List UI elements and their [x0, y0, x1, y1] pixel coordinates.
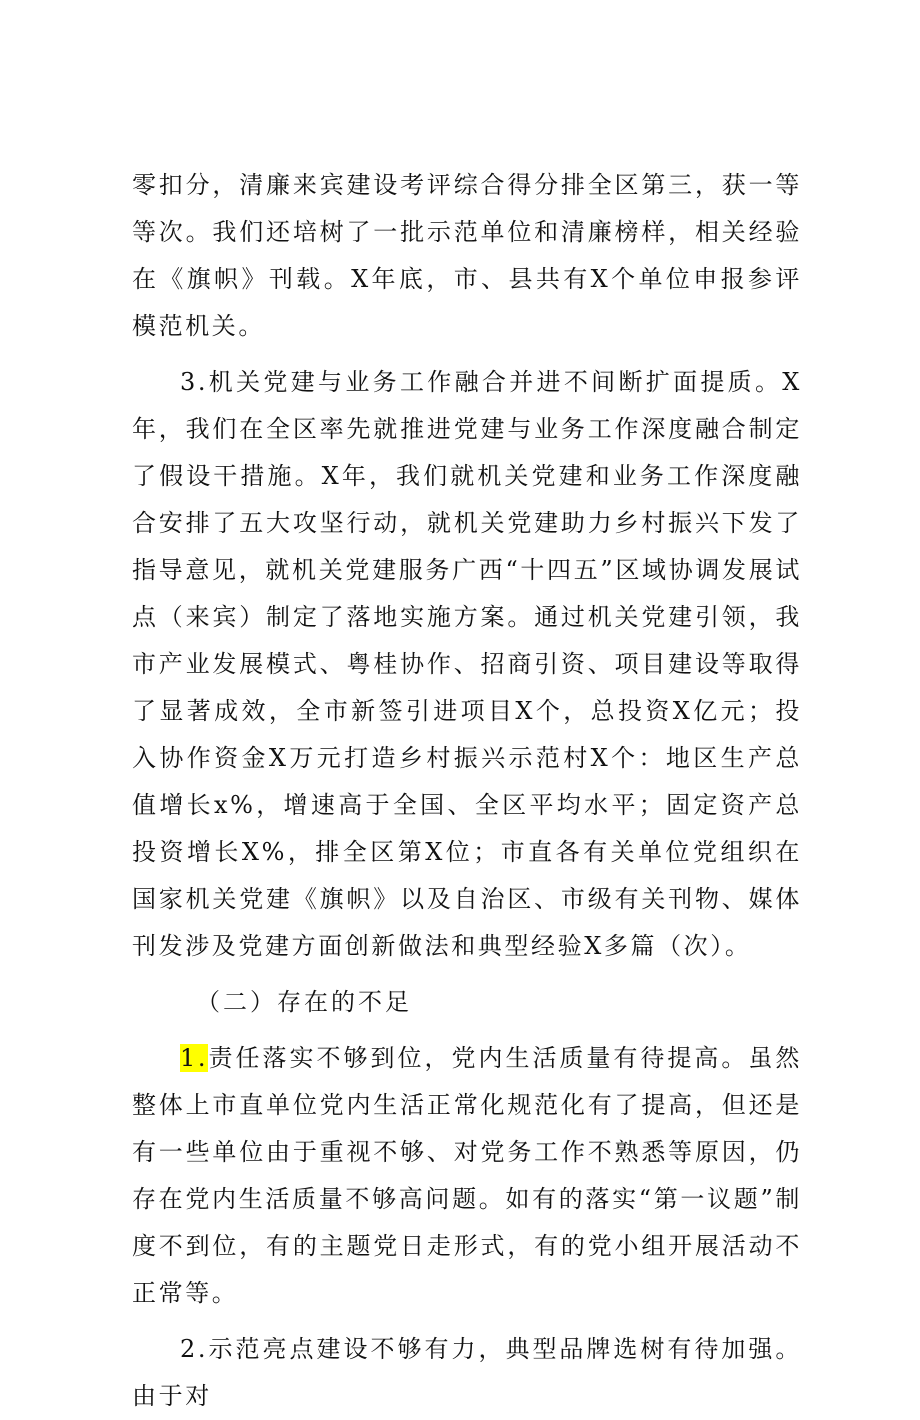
- paragraph-item-1-text: 责任落实不够到位，党内生活质量有待提高。虽然整体上市直单位党内生活正常化规范化有了提高，但还是有一些单位由于重视不够、对党务工作不熟悉等原因，仍存在党内生活质量不够高问题。如有的落实“第一议题”制度不到位，有的主题党日走形式，有的党小组开展活动不正常等。: [132, 1044, 802, 1307]
- paragraph-item-2: 2.示范亮点建设不够有力，典型品牌选树有待加强。由于对: [132, 1335, 802, 1410]
- paragraph-item-1: [132, 1035, 802, 1317]
- highlighted-item-number: 1.: [180, 1044, 209, 1072]
- section-heading: （二）存在的不足: [196, 988, 412, 1016]
- document-body: [132, 162, 802, 1420]
- paragraph-continuation: 零扣分，清廉来宾建设考评综合得分排全区第三，获一等等次。我们还培树了一批示范单位和清廉榜样，相关经验在《旗帜》刊载。X年底，市、县共有X个单位申报参评模范机关。: [132, 171, 802, 340]
- paragraph-item-3: 3.机关党建与业务工作融合并进不间断扩面提质。X年，我们在全区率先就推进党建与业务工作深度融合制定了假设干措施。X年，我们就机关党建和业务工作深度融合安排了五大攻坚行动，就机关党建助力乡村振兴下发了指导意见，就机关党建服务广西“十四五”区域协调发展试点（来宾）制定了落地实施方案。通过机关党建引领，我市产业发展模式、粤桂协作、招商引资、项目建设等取得了显著成效，全市新签引进项目X个，总投资X亿元；投入协作资金X万元打造乡村振兴示范村X个：地区生产总值增长x%，增速高于全国、全区平均水平；固定资产总投资增长X%，排全区第X位；市直各有关单位党组织在国家机关党建《旗帜》以及自治区、市级有关刊物、媒体刊发涉及党建方面创新做法和典型经验X多篇（次）。: [132, 368, 802, 960]
